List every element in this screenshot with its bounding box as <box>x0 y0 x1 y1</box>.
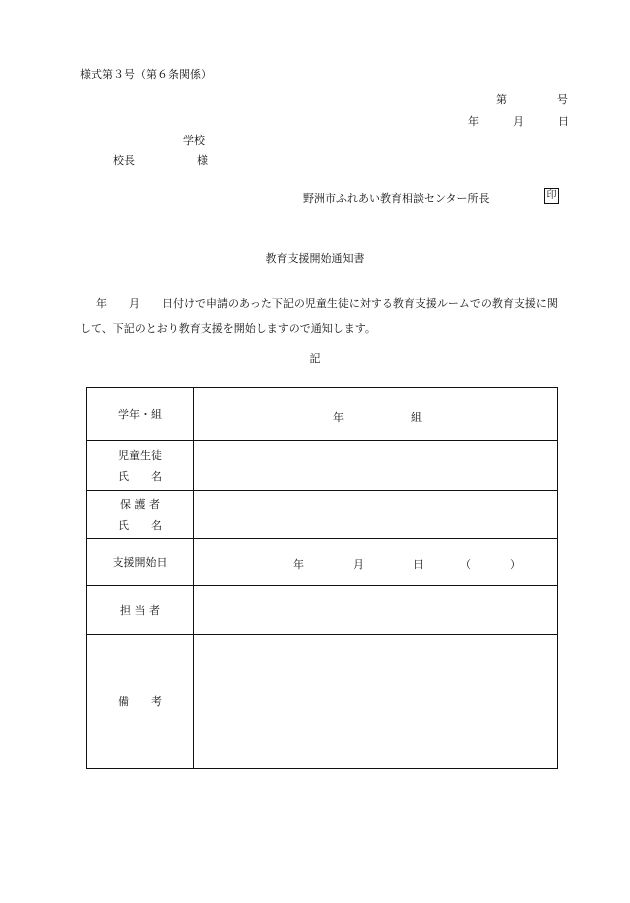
start-date-label: 支援開始日 <box>87 539 194 586</box>
seal-stamp: 印 <box>544 188 559 204</box>
form-number: 様式第３号（第６条関係） <box>80 68 212 81</box>
grade-label: 学年・組 <box>87 388 194 441</box>
start-year: 年 <box>293 558 304 571</box>
doc-number-dai: 第 <box>496 93 507 106</box>
grade-class: 組 <box>411 411 422 424</box>
ki-heading: 記 <box>309 352 321 365</box>
body-month: 月 <box>129 297 140 310</box>
remarks-cell[interactable] <box>194 635 558 769</box>
student-label <box>87 441 194 491</box>
student-name-cell[interactable] <box>194 441 558 491</box>
staff-label: 担 当 者 <box>87 586 194 635</box>
remarks-label: 備 考 <box>87 635 194 769</box>
body-text: 日付けで申請のあった下記の児童生徒に対する教育支援ルームでの教育支援に関して、下記のとおり教育支援を開始しますので通知します。 <box>80 297 558 335</box>
grade-year: 年 <box>333 411 344 424</box>
student-label-line1: 児童生徒 <box>118 448 162 462</box>
body-year: 年 <box>96 297 107 310</box>
start-month: 月 <box>353 558 364 571</box>
sender-name: 野洲市ふれあい教育相談センター所長 <box>303 192 490 205</box>
recipient-principal: 校長 <box>113 154 135 167</box>
date-month: 月 <box>513 115 524 128</box>
body-paragraph <box>80 291 560 341</box>
guardian-label-line1: 保 護 者 <box>120 497 160 511</box>
student-label-line2: 氏 名 <box>118 469 162 483</box>
doc-number-go: 号 <box>557 93 568 106</box>
grade-value-cell[interactable] <box>194 388 558 441</box>
guardian-name-cell[interactable] <box>194 491 558 539</box>
document-title: 教育支援開始通知書 <box>265 252 365 265</box>
start-paren-open: （ <box>460 558 471 571</box>
date-year: 年 <box>468 115 479 128</box>
info-table <box>86 387 558 769</box>
recipient-honorific: 様 <box>197 154 208 167</box>
staff-cell[interactable] <box>194 586 558 635</box>
guardian-label <box>87 491 194 539</box>
date-day: 日 <box>558 115 569 128</box>
recipient-school: 学校 <box>183 134 205 147</box>
guardian-label-line2: 氏 名 <box>118 518 162 532</box>
start-day: 日 <box>413 558 424 571</box>
start-date-cell[interactable] <box>194 539 558 586</box>
start-paren-close: ） <box>510 558 521 571</box>
